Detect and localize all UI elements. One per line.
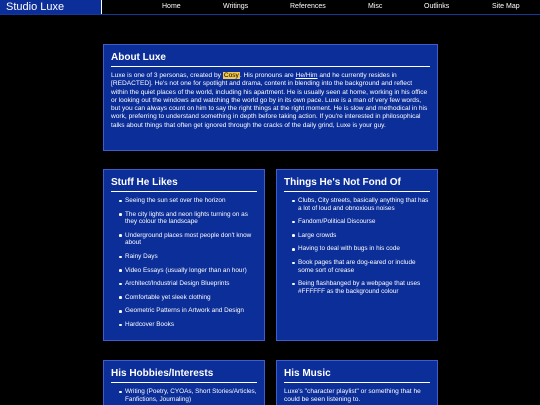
nav-site-map[interactable]: Site Map	[492, 3, 520, 10]
creator-highlight: Cosy	[223, 72, 239, 79]
likes-list	[111, 197, 257, 329]
hobbies-card	[103, 360, 265, 405]
about-text-part-1: Luxe is one of 3 personas, created by	[111, 72, 223, 79]
list-item: Fandom/Political Discourse	[292, 218, 430, 226]
music-text: Luxe's "character playlist" or something that he could be seen listening to.	[284, 388, 421, 404]
likes-card	[103, 169, 265, 341]
hobbies-title: His Hobbies/Interests	[111, 368, 257, 383]
nav-links	[102, 0, 540, 14]
music-title: His Music	[284, 368, 430, 383]
hobbies-list	[111, 388, 257, 403]
list-item: Architect/Industrial Design Blueprints	[119, 280, 257, 288]
nav-outlinks[interactable]: Outlinks	[424, 3, 450, 10]
about-text-part-2: . His pronouns are	[239, 72, 296, 79]
music-card	[276, 360, 438, 405]
site-brand[interactable]: Studio Luxe	[0, 0, 102, 14]
list-item: Clubs, City streets, basically anything that has a lot of loud and obnoxious noises	[292, 197, 430, 212]
about-card	[103, 44, 438, 151]
list-item: Being flashbanged by a webpage that uses #FFFFFF as the background colour	[292, 280, 430, 295]
list-item: Geometric Patterns in Artwork and Design	[119, 307, 257, 315]
top-navigation-bar	[0, 0, 540, 15]
about-title: About Luxe	[111, 52, 430, 67]
about-text-part-3: and he currently resides in [REDACTED]. He's not one for spotlight and drama, content in blending into the background and reflect within the quiet places of the world, including his apartment. He is usually seen at home, working in his office or looking out the windows and watching the world go by in its own pace. Luxe is a man of very few words, but you can always count on him to say the right things at the right moment. He is slow and methodical in his work, preferring to understand something in depth before taking action. If you're interested in philosophical talks about things that often get ignored through the cracks of the daily grind, Luxe is your guy.	[111, 72, 428, 129]
list-item: Video Essays (usually longer than an hour)	[119, 267, 257, 275]
dislikes-list	[284, 197, 430, 295]
list-item: Writing (Poetry, CYOAs, Short Stories/Articles, Fanfictions, Journaling)	[119, 388, 257, 403]
list-item: Seeing the sun set over the horizon	[119, 197, 257, 205]
list-item: Underground places most people don't know about	[119, 232, 257, 247]
list-item: Having to deal with bugs in his code	[292, 245, 430, 253]
dislikes-card	[276, 169, 438, 341]
list-item: Large crowds	[292, 232, 430, 240]
nav-writings[interactable]: Writings	[223, 3, 249, 10]
list-item: Book pages that are dog-eared or include some sort of crease	[292, 259, 430, 274]
nav-home[interactable]: Home	[162, 3, 181, 10]
pronouns-link[interactable]: He/Him	[295, 72, 318, 79]
likes-title: Stuff He Likes	[111, 177, 257, 192]
about-text	[111, 72, 430, 130]
list-item: Comfortable yet sleek clothing	[119, 294, 257, 302]
dislikes-title: Things He's Not Fond Of	[284, 177, 430, 192]
nav-references[interactable]: References	[290, 3, 326, 10]
list-item: The city lights and neon lights turning on as they colour the landscape	[119, 211, 257, 226]
nav-misc[interactable]: Misc	[368, 3, 383, 10]
list-item: Hardcover Books	[119, 321, 257, 329]
list-item: Rainy Days	[119, 253, 257, 261]
